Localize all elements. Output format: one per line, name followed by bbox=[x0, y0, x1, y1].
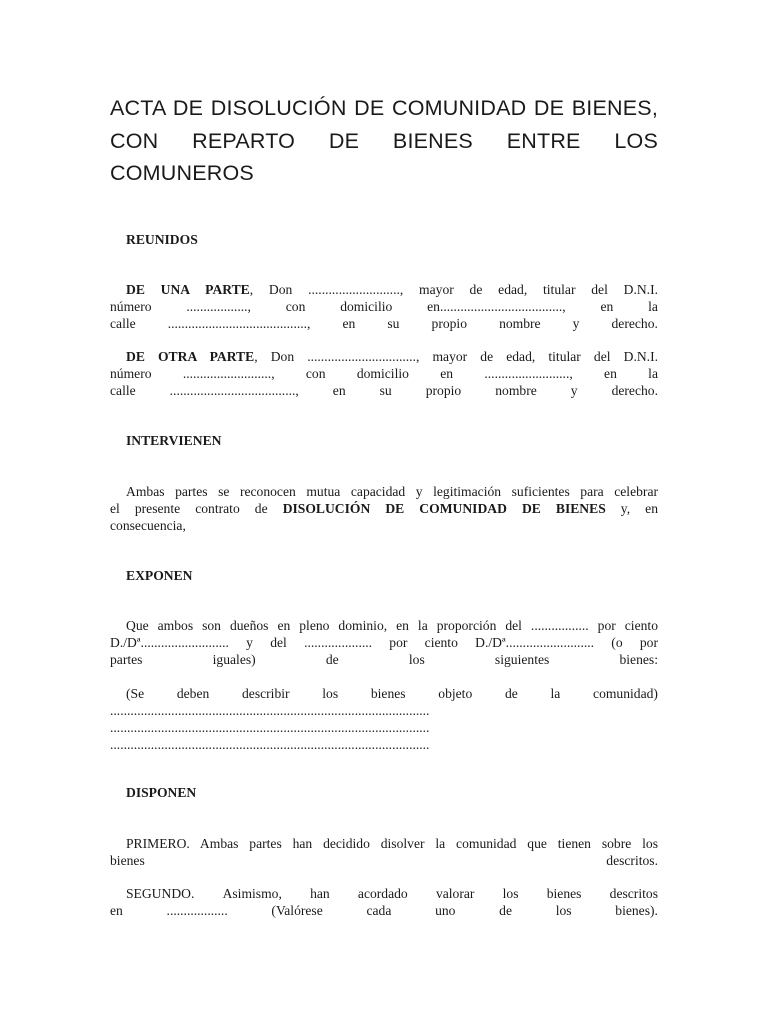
contract-name: DISOLUCIÓN DE COMUNIDAD DE BIENES bbox=[282, 501, 606, 516]
word: calle bbox=[110, 383, 136, 398]
label-de-una-parte: DE UNA PARTE bbox=[126, 282, 250, 297]
document-page bbox=[110, 0, 658, 1024]
dotted-line-1: .............................................................................................. bbox=[110, 703, 430, 718]
intervienen-text-pre: el presente contrato de bbox=[110, 501, 283, 516]
parte-otra-line-3 bbox=[110, 382, 658, 399]
word: su bbox=[387, 316, 400, 331]
word: los bbox=[408, 652, 425, 667]
word: la bbox=[550, 686, 561, 701]
word: los bbox=[502, 886, 519, 901]
word: en bbox=[604, 366, 617, 381]
word: describir bbox=[242, 686, 290, 701]
word: ........................................., bbox=[167, 316, 311, 331]
word: Asimismo, bbox=[222, 886, 282, 901]
word: iguales) bbox=[212, 652, 256, 667]
word: en bbox=[600, 299, 614, 314]
primero-line-1: PRIMERO. Ambas partes han decidido disolver la comunidad que tienen sobre los bbox=[126, 836, 658, 851]
paragraph-parte-una bbox=[110, 281, 658, 332]
paragraph-descripcion bbox=[110, 685, 658, 753]
paragraph-exponen bbox=[110, 617, 658, 668]
parte-otra-line-1 bbox=[110, 348, 658, 365]
word: con bbox=[285, 299, 306, 314]
word: con bbox=[305, 366, 326, 381]
label-de-otra-parte: DE OTRA PARTE bbox=[126, 349, 255, 364]
parte-una-text: , Don ..........................., mayor de edad, titular del D.N.I. bbox=[249, 282, 658, 297]
paragraph-primero bbox=[110, 835, 658, 869]
parte-otra-text: , Don ................................, mayor de edad, titular del D.N.I. bbox=[254, 349, 658, 364]
word: siguientes bbox=[494, 652, 550, 667]
dotted-line-3: .............................................................................................. bbox=[110, 737, 430, 752]
word: descritos. bbox=[606, 853, 658, 868]
word: uno bbox=[435, 903, 456, 918]
word: su bbox=[379, 383, 392, 398]
segundo-line-2 bbox=[110, 902, 658, 919]
word: acordado bbox=[357, 886, 408, 901]
word: en...................................., bbox=[427, 299, 566, 314]
word: nombre bbox=[499, 316, 541, 331]
word: (Valórese bbox=[271, 903, 323, 918]
word: bienes: bbox=[619, 652, 658, 667]
intervienen-line-2 bbox=[110, 500, 658, 517]
word: propio bbox=[431, 316, 468, 331]
word: de bbox=[504, 686, 518, 701]
heading-intervienen: INTERVIENEN bbox=[126, 433, 222, 448]
word: los bbox=[322, 686, 339, 701]
word: domicilio bbox=[356, 366, 409, 381]
paragraph-segundo bbox=[110, 885, 658, 919]
descripcion-line bbox=[110, 685, 658, 702]
exponen-line-3 bbox=[110, 651, 658, 668]
word: SEGUNDO. bbox=[126, 886, 195, 901]
parte-otra-line-2 bbox=[110, 365, 658, 382]
exponen-line-2: D./Dª.......................... y del .................... por ciento D./Dª.......................... (o por bbox=[110, 635, 658, 650]
word: en bbox=[110, 903, 123, 918]
intervienen-line-3: consecuencia, bbox=[110, 518, 186, 533]
word: número bbox=[110, 366, 152, 381]
word: de bbox=[325, 652, 339, 667]
word: bienes bbox=[370, 686, 406, 701]
intervienen-line-1: Ambas partes se reconocen mutua capacidad y legitimación suficientes para celebrar bbox=[126, 484, 658, 499]
word: objeto bbox=[438, 686, 473, 701]
word: derecho. bbox=[611, 383, 658, 398]
dotted-line-2: .............................................................................................. bbox=[110, 720, 430, 735]
paragraph-intervienen bbox=[110, 483, 658, 534]
word: .................. bbox=[166, 903, 228, 918]
word: (Se bbox=[126, 686, 145, 701]
word: han bbox=[310, 886, 330, 901]
word: descritos bbox=[609, 886, 658, 901]
word: de bbox=[499, 903, 512, 918]
word: ....................................., bbox=[169, 383, 299, 398]
document-title: ACTA DE DISOLUCIÓN DE COMUNIDAD DE BIENES, CON REPARTO DE BIENES ENTRE LOS COMUNEROS bbox=[110, 96, 658, 185]
word: nombre bbox=[495, 383, 537, 398]
word: derecho. bbox=[611, 316, 658, 331]
word: deben bbox=[176, 686, 210, 701]
word: en bbox=[342, 316, 356, 331]
word: propio bbox=[425, 383, 462, 398]
word: en bbox=[440, 366, 454, 381]
word: y bbox=[570, 383, 578, 398]
word: y bbox=[572, 316, 580, 331]
word: bienes bbox=[546, 886, 582, 901]
word: ........................., bbox=[484, 366, 573, 381]
heading-exponen: EXPONEN bbox=[126, 568, 193, 583]
parte-una-line-1 bbox=[110, 281, 658, 298]
word: número bbox=[110, 299, 152, 314]
intervienen-text-post: y, en bbox=[605, 501, 658, 516]
primero-line-2 bbox=[110, 852, 658, 869]
word: la bbox=[648, 299, 658, 314]
segundo-line-1 bbox=[110, 885, 658, 902]
word: valorar bbox=[435, 886, 475, 901]
paragraph-parte-otra bbox=[110, 348, 658, 399]
exponen-line-1: Que ambos son dueños en pleno dominio, en la proporción del ................. por ciento bbox=[126, 618, 658, 633]
parte-una-line-3 bbox=[110, 315, 658, 332]
word: cada bbox=[366, 903, 392, 918]
word: los bbox=[555, 903, 572, 918]
word: .................., bbox=[186, 299, 251, 314]
heading-disponen: DISPONEN bbox=[126, 785, 197, 800]
word: bienes bbox=[110, 853, 145, 868]
parte-una-line-2 bbox=[110, 298, 658, 315]
word: domicilio bbox=[340, 299, 393, 314]
word: calle bbox=[110, 316, 136, 331]
word: partes bbox=[110, 652, 143, 667]
word: la bbox=[648, 366, 658, 381]
word: comunidad) bbox=[593, 686, 658, 701]
heading-reunidos: REUNIDOS bbox=[126, 232, 198, 247]
word: bienes). bbox=[615, 903, 658, 918]
word: .........................., bbox=[182, 366, 275, 381]
word: en bbox=[332, 383, 346, 398]
